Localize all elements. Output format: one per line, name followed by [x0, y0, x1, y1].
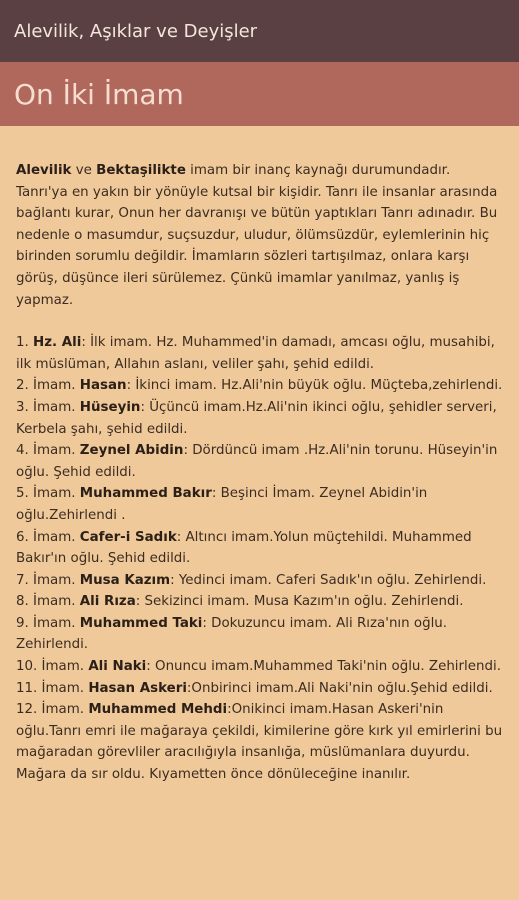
- app-title: Alevilik, Aşıklar ve Deyişler: [14, 20, 258, 42]
- imam-item-5: 5. İmam. Muhammed Bakır: Beşinci İmam. Zeynel Abidin'in oğlu.Zehirlendi .: [16, 486, 428, 523]
- app-bar: [0, 0, 519, 62]
- imam-name: Ali Naki: [88, 659, 147, 675]
- imam-name: Cafer-i Sadık: [79, 529, 177, 545]
- intro-text: imam bir inanç kaynağı durumundadır. Tanrı'ya en yakın bir yönüyle kutsal bir kişidir. Tanrı ile insanlar arasında bağlantı kurar, Onun her davranışı ve bütün yaptıkları Tanrı adınadır. Bu nedenle o masumdur, suçsuzdur, uludur, ölümsüzdür, eylemlerinin hiç birinden sorumlu değildir. İmamların sözleri tartışılmaz, onlara karşı görüş, düşünce ileri sürülemez. Çünkü imamlar yanılmaz, yanlış iş yapmaz.: [16, 163, 498, 308]
- article-body: [0, 126, 519, 786]
- imam-name: Musa Kazım: [79, 572, 171, 588]
- intro-term-bektasilik: Bektaşilikte: [96, 163, 186, 178]
- imam-item-9: 9. İmam. Muhammed Taki: Dokuzuncu imam. Ali Rıza'nın oğlu. Zehirlendi.: [16, 615, 448, 653]
- page-title: On İki İmam: [14, 77, 184, 111]
- imam-item-11: 11. İmam. Hasan Askeri:Onbirinci imam.Ali Naki'nin oğlu.Şehid edildi.: [16, 680, 493, 696]
- imam-item-8: 8. İmam. Ali Rıza: Sekizinci imam. Musa Kazım'ın oğlu. Zehirlendi.: [16, 594, 464, 610]
- imam-item-4: 4. İmam. Zeynel Abidin: Dördüncü imam .Hz.Ali'nin torunu. Hüseyin'in oğlu. Şehid edildi.: [16, 443, 498, 480]
- imam-item-7: 7. İmam. Musa Kazım: Yedinci imam. Caferi Sadık'ın oğlu. Zehirlendi.: [16, 572, 487, 588]
- imam-name: Hasan: [79, 378, 127, 394]
- imam-item-3: 3. İmam. Hüseyin: Üçüncü imam.Hz.Ali'nin ikinci oğlu, şehidler serveri, Kerbela şahı, şehid edildi.: [16, 399, 497, 437]
- imam-item-10: 10. İmam. Ali Naki: Onuncu imam.Muhammed Taki'nin oğlu. Zehirlendi.: [16, 659, 501, 675]
- imam-item-12: 12. İmam. Muhammed Mehdi:Onikinci imam.Hasan Askeri'nin oğlu.Tanrı emri ile mağaraya çekildi, kimilerine göre kırk yıl emirlerini bu mağaradan görevliler aracılığıyla insanlığa, müslümanlara duyurdu. Mağara da sır oldu. Kıyametten önce dönüleceğine inanılır.: [16, 702, 503, 783]
- imam-name: Muhammed Mehdi: [88, 702, 228, 718]
- imam-name: Ali Rıza: [79, 594, 136, 610]
- imam-name: Hüseyin: [79, 399, 141, 415]
- imam-name: Hasan Askeri: [88, 680, 187, 696]
- imam-name: Hz. Ali: [33, 335, 82, 351]
- paragraph-gap: [16, 311, 505, 332]
- imam-item-6: 6. İmam. Cafer-i Sadık: Altıncı imam.Yolun müçtehildi. Muhammed Bakır'ın oğlu. Şehid edildi.: [16, 529, 472, 567]
- imam-name: Muhammed Bakır: [79, 486, 212, 502]
- imam-name: Muhammed Taki: [79, 615, 203, 631]
- page-header: [0, 62, 519, 126]
- imam-name: Zeynel Abidin: [79, 443, 184, 459]
- intro-term-alevilik: Alevilik: [16, 163, 72, 178]
- imam-item-1: 1. Hz. Ali: İlk imam. Hz. Muhammed'in damadı, amcası oğlu, musahibi, ilk müslüman, Allahın aslanı, veliler şahı, şehid edildi.: [16, 335, 495, 372]
- imam-item-2: 2. İmam. Hasan: İkinci imam. Hz.Ali'nin büyük oğlu. Müçteba,zehirlendi.: [16, 378, 503, 394]
- intro-paragraph: Alevilik ve Bektaşilikte imam bir inanç kaynağı durumundadır. Tanrı'ya en yakın bir yönüyle kutsal bir kişidir. Tanrı ile insanlar arasında bağlantı kurar, Onun her davranışı ve bütün yaptıkları Tanrı adınadır. Bu nedenle o masumdur, suçsuzdur, uludur, ölümsüzdür, eylemlerinin hiç birinden sorumlu değildir. İmamların sözleri tartışılmaz, onlara karşı görüş, düşünce ileri sürülemez. Çünkü imamlar yanılmaz, yanlış iş yapmaz.: [16, 163, 498, 308]
